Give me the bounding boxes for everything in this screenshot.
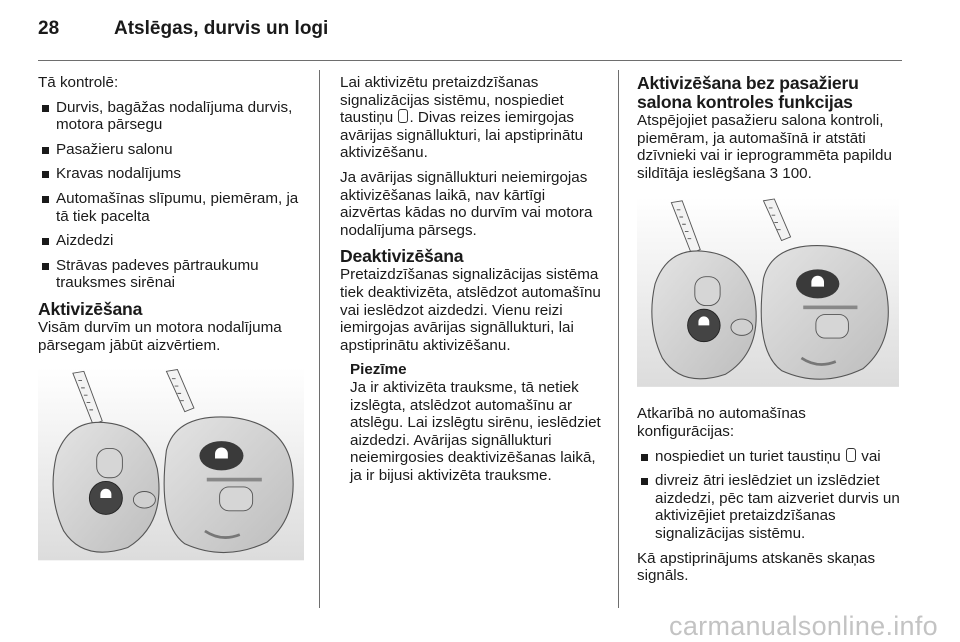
list-item: Automašīnas slīpumu, piemēram, ja tā tiek pacelta [38,190,308,225]
lock-button-icon [846,448,856,462]
list-item: divreiz ātri ieslēdziet un izslēdziet aizdedzi, pēc tam aizveriet durvis un aktivizējiet pretaizdzīšanas signalizācijas sistēmu. [637,472,907,542]
column-divider-2 [618,70,619,608]
bullet-icon [42,171,49,178]
key-fob-illustration-2 [637,189,899,395]
intro-text: Tā kontrolē: [38,74,119,91]
list-item: Strāvas padeves pārtraukumu trauksmes sirēnai [38,257,308,292]
column-3 [637,74,907,592]
bullet-icon [42,196,49,203]
key-fob-illustration [38,361,304,567]
bullet-icon [42,238,49,245]
lock-button-icon [398,109,408,123]
option-list [637,448,907,543]
running-title: Atslēgas, durvis un logi [114,18,329,39]
activation-warning: Ja avārijas signāllukturi neiemirgojas aktivizēšanas laikā, nav kārtīgi aizvērtas kādas no durvīm vai motora nodalījuma pārsegs. [340,168,593,239]
deactivation-body: Pretaizdzīšanas signalizācijas sistēma tiek deaktivizēta, atslēdzot automašīnu vai ieslēdzot aizdedzi. Vienu reizi iemirgojas avārijas signāllukturi, lai apstiprinātu aktivizēšanu. [340,266,601,354]
bullet-icon [641,454,648,461]
activation-body: Visām durvīm un motora nodalījuma pārsegam jābūt aizvērtiem. [38,318,282,354]
column-1 [38,74,308,577]
confirmation-text: Kā apstiprinājums atskanēs skaņas signāls. [637,549,876,585]
page-ref-arrow-icon: 3 [769,164,779,182]
bullet-icon [42,105,49,112]
column-divider-1 [319,70,320,608]
activation-instructions: Lai aktivizētu pretaizdzīšanas signalizācijas sistēmu, nospiediet taustiņu . Divas reizes iemirgojas avārijas signāllukturi, lai apstiprinātu aktivizēšanu. [340,74,584,162]
list-item: Durvis, bagāžas nodalījuma durvis, motora pārsegu [38,99,308,134]
note-title: Piezīme [350,361,407,379]
control-list [38,99,308,292]
section-heading-no-interior: Aktivizēšana bez pasažieru salona kontroles funkcijas [637,73,859,112]
bullet-icon [641,478,648,485]
section-heading-deactivation: Deaktivizēšana [340,246,464,267]
section-heading-activation: Aktivizēšana [38,298,143,319]
list-item: Pasažieru salonu [38,141,308,159]
config-intro: Atkarībā no automašīnas konfigurācijas: [637,405,806,440]
note-body: Ja ir aktivizēta trauksme, tā netiek izslēgta, atslēdzot automašīnu ar atslēgu. Lai izslēgtu sirēnu, ieslēdziet aizdedzi. Avārijas signāllukturi neiemirgosies deaktivizēšanas laikā, ja ir bijusi aktivizēta trauksme. [350,378,601,484]
page-number: 28 [38,18,60,39]
list-item: Aizdedzi [38,232,308,250]
list-item: nospiediet un turiet taustiņu vai [637,448,907,466]
list-item: Kravas nodalījums [38,165,308,183]
no-interior-body: Atspējojiet pasažieru salona kontroli, piemēram, ja automašīnā ir atstāti dzīvnieki vai ir ieprogrammēta papildu sildītāja ieslēgšana 3 100. [637,112,892,182]
header-rule [38,60,902,61]
bullet-icon [42,263,49,270]
note-box [350,361,606,484]
bullet-icon [42,147,49,154]
column-2 [340,74,606,484]
watermark: carmanualsonline.info [669,611,938,641]
page-header [38,18,902,48]
